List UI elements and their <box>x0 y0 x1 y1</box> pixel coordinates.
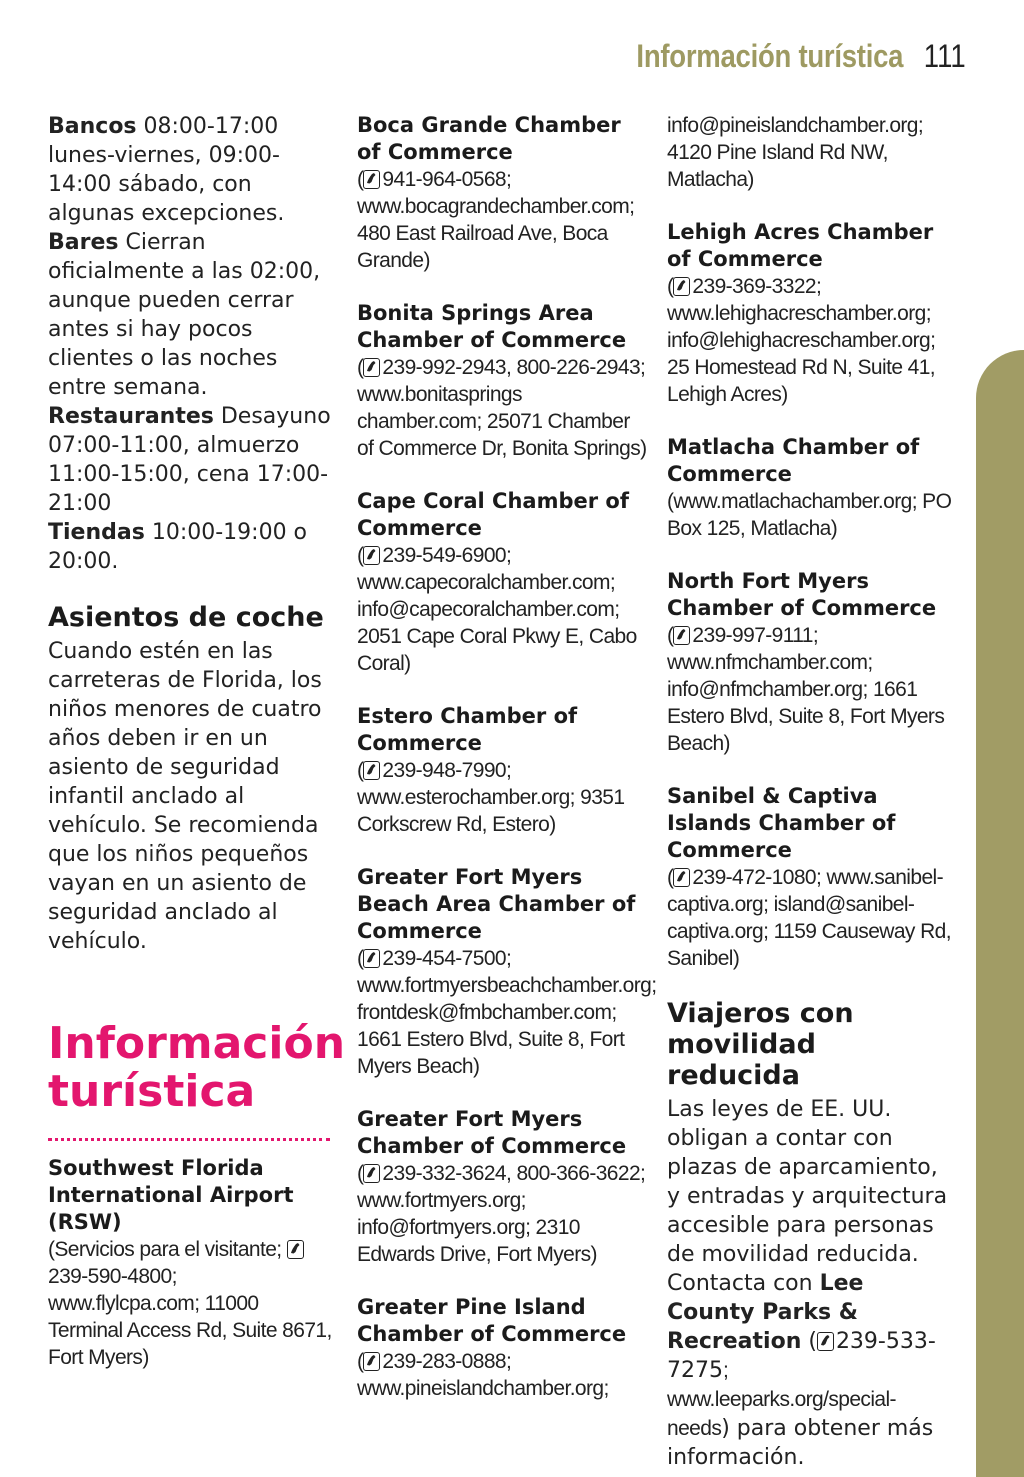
phone-icon <box>817 1332 834 1351</box>
chamber-details: ; www.sanibel-captiva.org; island@sanibel-captiva.org; 1159 Causeway Rd, Sanibel) <box>667 866 951 970</box>
chamber-entry <box>667 219 957 408</box>
chamber-phone[interactable]: 941-964-0568 <box>382 168 506 191</box>
chamber-details: , 800-366-3622; www.fortmyers.org; info@fortmyers.org; 2310 Edwards Drive, Fort Myers) <box>357 1162 646 1266</box>
chamber-entry <box>667 568 957 757</box>
phone-icon <box>673 868 690 887</box>
car-seats-text: Cuando estén en las carreteras de Florida, los niños menores de cuatro años deben ir en un asiento de seguridad infantil anclado al vehículo. Se recomienda que los niños pequeños vayan en un asiento de seguridad anclado al vehículo. <box>48 639 322 954</box>
chamber-name: Cape Coral Chamber of Commerce <box>357 489 629 540</box>
chamber-phone[interactable]: 239-997-9111 <box>692 624 813 647</box>
chamber-name: Matlacha Chamber of Commerce <box>667 435 920 486</box>
chamber-name: North Fort Myers Chamber of Commerce <box>667 569 937 620</box>
chamber-contact: ( 239-997-9111; www.nfmchamber.com; info@nfmchamber.org; 1661 Estero Blvd, Suite 8, Fort Myers Beach) <box>667 624 945 755</box>
phone-icon <box>363 1352 380 1371</box>
tourist-info-title: Información turística <box>48 1018 346 1117</box>
car-seats-heading: Asientos de coche <box>48 602 324 633</box>
chamber-phone[interactable]: 239-369-3322 <box>692 275 816 298</box>
column-left <box>48 112 346 1397</box>
chamber-contact: ( 239-472-1080; www.sanibel-captiva.org; island@sanibel-captiva.org; 1159 Causeway Rd, Sanibel) <box>667 866 951 970</box>
chamber-name: Sanibel & Captiva Islands Chamber of Commerce <box>667 784 896 862</box>
airport-info: (Servicios para el visitante; 239-590-4800; www.flylcpa.com; 11000 Terminal Access Rd, Suite 8671, Fort Myers) <box>48 1238 332 1369</box>
phone-icon <box>363 1164 380 1183</box>
chamber-details: ; www.esterochamber.org; 9351 Corkscrew Rd, Estero) <box>357 759 625 836</box>
chamber-details: , 800-226-2943; www.bonitasprings chamber.com; 25071 Chamber of Commerce Dr, Bonita Springs) <box>357 356 647 460</box>
chamber-contact: ( 239-549-6900; www.capecoralchamber.com; info@capecoralchamber.com; 2051 Cape Coral Pkwy E, Cabo Coral) <box>357 544 637 675</box>
hours-bars: Bares Cierran oficialmente a las 02:00, aunque pueden cerrar antes si hay pocos clientes o las noches entre semana. <box>48 230 321 400</box>
column-right <box>667 112 957 1472</box>
chamber-contact: ( 239-332-3624, 800-366-3622; www.fortmyers.org; info@fortmyers.org; 2310 Edwards Drive, Fort Myers) <box>357 1162 646 1266</box>
chamber-entry <box>357 112 647 274</box>
chamber-entry <box>357 300 647 462</box>
chamber-name: Boca Grande Chamber of Commerce <box>357 113 621 164</box>
chamber-name: Greater Fort Myers Chamber of Commerce <box>357 1107 627 1158</box>
chamber-details: ; www.fortmyersbeachchamber.org; frontdesk@fmbchamber.com; 1661 Estero Blvd, Suite 8, Fort Myers Beach) <box>357 947 657 1078</box>
chamber-contact: ( 239-283-0888; www.pineislandchamber.org; <box>357 1350 609 1400</box>
chamber-details: ; www.bocagrandechamber.com; 480 East Railroad Ave, Boca Grande) <box>357 168 635 272</box>
mobility-url[interactable]: ; www.leeparks.org/special-needs <box>667 1359 896 1440</box>
chamber-entry <box>667 783 957 972</box>
phone-icon <box>363 761 380 780</box>
phone-icon <box>673 626 690 645</box>
page-number: 111 <box>924 38 966 74</box>
chamber-name: Greater Pine Island Chamber of Commerce <box>357 1295 627 1346</box>
chamber-phone[interactable]: 239-549-6900 <box>382 544 506 567</box>
phone-icon <box>673 277 690 296</box>
mobility-phone[interactable]: 239-533-7275 <box>667 1329 936 1383</box>
airport-phone[interactable]: 239-590-4800 <box>48 1265 172 1288</box>
mobility-heading: Viajeros con movilidad reducida <box>667 998 854 1091</box>
mobility-text: Las leyes de EE. UU. obligan a contar con plazas de aparcamiento, y entradas y arquitectura accesible para personas de movilidad reducida. Contacta con Lee County Parks & Recreation ( 239-533-7275; www.leeparks.org/special-needs) para obtener más información. <box>667 1097 948 1470</box>
chamber-contact <box>667 488 957 542</box>
phone-icon <box>287 1240 304 1259</box>
chamber-contact: ( 239-454-7500; www.fortmyersbeachchamber.org; frontdesk@fmbchamber.com; 1661 Estero Blvd, Suite 8, Fort Myers Beach) <box>357 947 657 1078</box>
chamber-contact: ( 239-369-3322; www.lehighacreschamber.org; info@lehighacreschamber.org; 25 Homestead Rd N, Suite 41, Lehigh Acres) <box>667 275 936 406</box>
phone-icon <box>363 170 380 189</box>
airport-entry <box>48 1155 332 1371</box>
chamber-details: (www.matlachachamber.org; PO Box 125, Matlacha) <box>667 490 952 540</box>
chamber-phone[interactable]: 239-332-3624 <box>382 1162 506 1185</box>
chamber-name: Estero Chamber of Commerce <box>357 704 578 755</box>
chamber-entry <box>357 1106 647 1268</box>
chamber-name: Greater Fort Myers Beach Area Chamber of Commerce <box>357 865 636 943</box>
chamber-details: ; www.capecoralchamber.com; info@capecoralchamber.com; 2051 Cape Coral Pkwy E, Cabo Coral) <box>357 544 637 675</box>
dotted-divider <box>48 1138 330 1141</box>
hours-banks: Bancos 08:00-17:00 lunes-viernes, 09:00-14:00 sábado, con algunas excepciones. <box>48 114 285 226</box>
chamber-name: Bonita Springs Area Chamber of Commerce <box>357 301 627 352</box>
page-header <box>593 38 966 75</box>
chamber-phone[interactable]: 239-454-7500 <box>382 947 506 970</box>
side-thumb-tab <box>976 350 1024 1477</box>
hours-restaurants: Restaurantes Desayuno 07:00-11:00, almuerzo 11:00-15:00, cena 17:00-21:00 <box>48 404 331 516</box>
chamber-contact: ( 941-964-0568; www.bocagrandechamber.com; 480 East Railroad Ave, Boca Grande) <box>357 168 635 272</box>
continuation-text: info@pineislandchamber.org; 4120 Pine Island Rd NW, Matlacha) <box>667 114 924 191</box>
chamber-name: Lehigh Acres Chamber of Commerce <box>667 220 934 271</box>
chamber-contact: ( 239-948-7990; www.esterochamber.org; 9351 Corkscrew Rd, Estero) <box>357 759 625 836</box>
chamber-entry <box>357 488 647 677</box>
chamber-phone[interactable]: 239-992-2943 <box>382 356 506 379</box>
chamber-entry <box>357 864 657 1080</box>
chamber-phone[interactable]: 239-283-0888 <box>382 1350 506 1373</box>
phone-icon <box>363 949 380 968</box>
hours-shops: Tiendas 10:00-19:00 o 20:00. <box>48 520 308 574</box>
chamber-phone[interactable]: 239-472-1080 <box>692 866 816 889</box>
hours-block <box>48 112 332 576</box>
chamber-entry <box>357 703 647 838</box>
column-middle <box>357 112 657 1428</box>
chamber-entry <box>667 434 957 542</box>
mobility-org: Lee County Parks & Recreation <box>667 1271 864 1354</box>
airport-name: Southwest Florida International Airport (RSW) <box>48 1156 294 1234</box>
chamber-entry <box>357 1294 647 1402</box>
chamber-details: ; www.lehighacreschamber.org; info@lehighacreschamber.org; 25 Homestead Rd N, Suite 41, Lehigh Acres) <box>667 275 936 406</box>
chamber-phone[interactable]: 239-948-7990 <box>382 759 506 782</box>
phone-icon <box>363 358 380 377</box>
chamber-list-right <box>667 219 957 972</box>
chamber-details: ; www.nfmchamber.com; info@nfmchamber.org; 1661 Estero Blvd, Suite 8, Fort Myers Beach) <box>667 624 945 755</box>
running-title: Información turística <box>636 38 904 74</box>
phone-icon <box>363 546 380 565</box>
chamber-details: ; www.pineislandchamber.org; <box>357 1350 609 1400</box>
chamber-contact: ( 239-992-2943, 800-226-2943; www.bonitasprings chamber.com; 25071 Chamber of Commerce Dr, Bonita Springs) <box>357 356 647 460</box>
